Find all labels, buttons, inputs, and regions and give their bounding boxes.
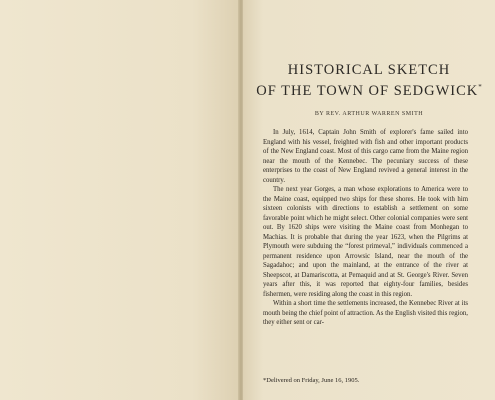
body-text [263, 128, 468, 328]
byline: BY REV. ARTHUR WARREN SMITH [314, 111, 424, 117]
title-footnote-mark: * [478, 83, 482, 91]
left-page [0, 0, 240, 400]
paragraph-1: In July, 1614, Captain John Smith of explorer's fame sailed into England with his vessel, freighted with fish and other important products of the New England coast. Most of this cargo came from the Maine region near the mouth of the Kennebec. The pecuniary success of these enterprises to the coast of New England revived a general interest in the country. [263, 129, 468, 184]
title-line-2: OF THE TOWN OF SEDGWICK* [256, 83, 482, 99]
paragraph-2: The next year Gorges, a man whose explorations to America were to the Maine coast, equipped two ships for these shores. He took with him sixteen colonists with directions to establish a settlement on some favorable point which he might select. Other colonial companies were sent out. By 1620 ships were visiting the Maine coast from Monhegan to Machias. It is probable that during the year 1623, when the Pilgrims at Plymouth were subduing the “forest primeval,” individuals commenced a permanent residence upon Arrowsic Island, near the mouth of the Sagadahoc; and upon the mainland, at the entrance of the river at Sheepscot, at Damariscotta, at Pemaquid and at St. George's River. Seven years after this, it was reported that eighty-four families, besides fishermen, were residing along the coast in this region. [263, 186, 468, 298]
title-line-1: HISTORICAL SKETCH [287, 62, 451, 78]
footnote: *Delivered on Friday, June 16, 1905. [263, 377, 360, 384]
paragraph-3: Within a short time the settlements increased, the Kennebec River at its mouth being the chief point of attraction. As the English visited this region, they either sent or car- [263, 300, 469, 326]
